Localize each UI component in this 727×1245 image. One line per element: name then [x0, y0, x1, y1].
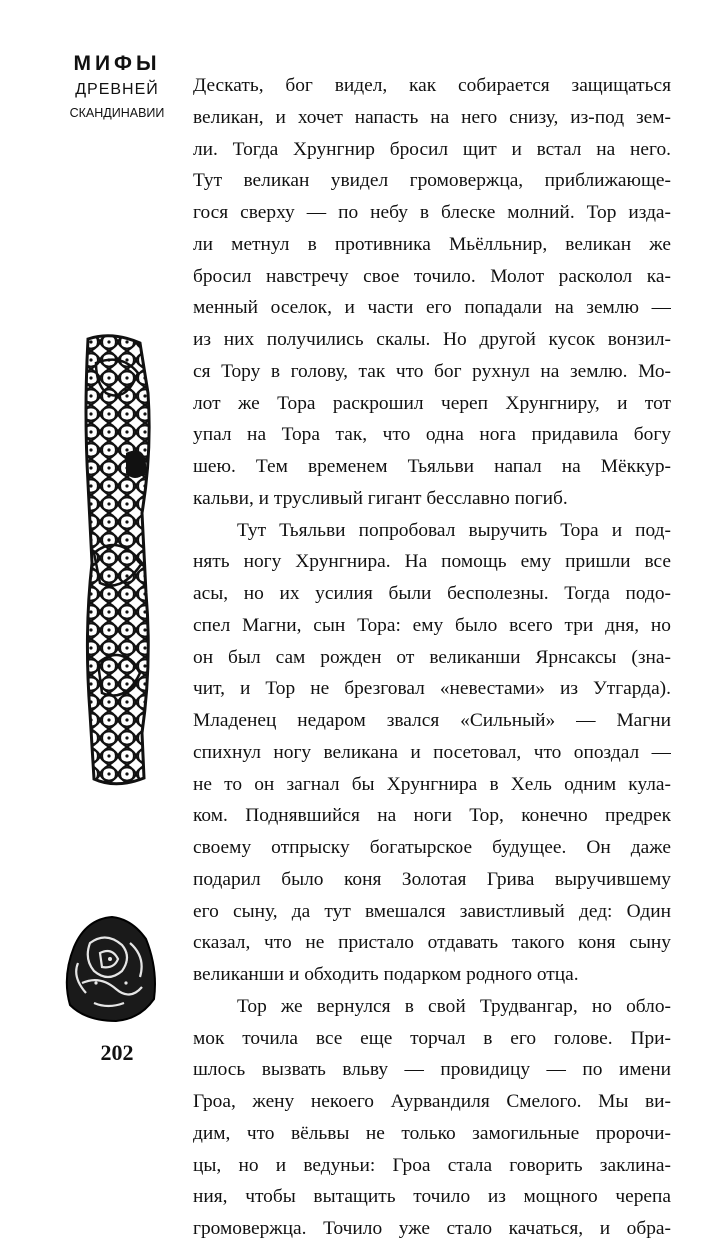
text-line: нять ногу Хрунгнира. На помощь ему пришли все: [193, 551, 671, 573]
text-line: цы, но и ведуньи: Гроа стала говорить заклина-: [193, 1154, 671, 1176]
text-line: шею. Тем временем Тьяльви напал на Мёккур-: [193, 456, 671, 477]
text-line: спел Магни, сын Тора: ему было всего три дня, но: [193, 614, 671, 636]
series-title-line-2: ДРЕВНЕЙ: [75, 81, 159, 98]
text-line: сказал, что не пристало отдавать такого коня сыну: [193, 932, 671, 954]
text-line: спихнул ногу великана и посетовал, что опоздал —: [193, 741, 671, 763]
body-text: [193, 70, 671, 1245]
text-line: Младенец недаром звался «Сильный» — Магни: [193, 710, 671, 731]
text-line: мок точила все еще торчал в его голове. При-: [193, 1027, 671, 1049]
text-line: гося сверху — по небу в блеске молний. Тор изда-: [193, 202, 671, 223]
text-line: ком. Поднявшийся на ноги Тор, конечно предрек: [193, 805, 671, 827]
sidebar: [0, 0, 180, 1133]
text-line: Тут великан увидел громовержца, приближающе-: [193, 170, 671, 192]
series-title-line-1: МИФЫ: [73, 52, 161, 75]
text-line: Гроа, жену некоего Аурвандиля Смелого. Мы ви-: [193, 1091, 671, 1112]
text-line: великанши и обходить подарком родного отца.: [193, 964, 579, 985]
text-line: менный оселок, и части его попадали на землю —: [193, 297, 671, 319]
text-line: громовержца. Точило уже стало качаться, и обра-: [193, 1218, 671, 1239]
runestone-carving-illustration: [82, 333, 154, 788]
text-line: чит, и Тор не брезговал «невестами» из Утгарда).: [193, 678, 671, 700]
series-title-line-3: СКАНДИНАВИИ: [69, 106, 165, 120]
text-line: Тут Тьяльви попробовал выручить Тора и под-: [237, 519, 671, 541]
text-line: бросил навстречу свое точило. Молот расколол ка-: [193, 265, 671, 287]
series-title: [62, 50, 172, 124]
text-line: он был сам рожден от великанши Ярнсаксы (зна-: [193, 646, 671, 668]
text-line: ния, чтобы вытащить точило из мощного черепа: [193, 1186, 671, 1208]
text-line: из них получились скалы. Но другой кусок вонзил-: [193, 329, 671, 350]
text-line: великан, и хочет напасть на него снизу, из-под зем-: [193, 106, 671, 128]
text-line: ли метнул в противника Мьёлльнир, великан же: [193, 233, 671, 255]
text-line: упал на Тора так, что одна нога придавила богу: [193, 424, 671, 446]
text-line: подарил было коня Золотая Грива выручившему: [193, 868, 671, 890]
text-line: лот же Тора раскрошил череп Хрунгниру, и тот: [193, 392, 671, 414]
text-line: асы, но их усилия были бесполезны. Тогда подо-: [193, 583, 671, 604]
text-line: кальви, и трусливый гигант бесславно погиб.: [193, 487, 568, 509]
text-line: дим, что вёльвы не только замогильные пророчи-: [193, 1122, 671, 1144]
page-number: 202: [100, 1040, 134, 1065]
text-line: Дескать, бог видел, как собирается защищаться: [193, 75, 671, 96]
text-line: ли. Тогда Хрунгнир бросил щит и встал на него.: [193, 138, 671, 160]
text-line: ся Тору в голову, так что бог рухнул на землю. Мо-: [193, 360, 671, 382]
text-line: не то он загнал бы Хрунгнира в Хель одним кула-: [193, 773, 671, 795]
text-line: шлось вызвать вльву — провидицу — по имени: [193, 1059, 671, 1081]
rune-stone-illustration: [60, 913, 160, 1025]
text-line: своему отпрыску богатырское будущее. Он даже: [193, 837, 671, 858]
text-line: его сыну, да тут вмешался завистливый дед: Один: [193, 900, 671, 922]
text-line: Тор же вернулся в свой Трудвангар, но облo-: [237, 995, 671, 1017]
